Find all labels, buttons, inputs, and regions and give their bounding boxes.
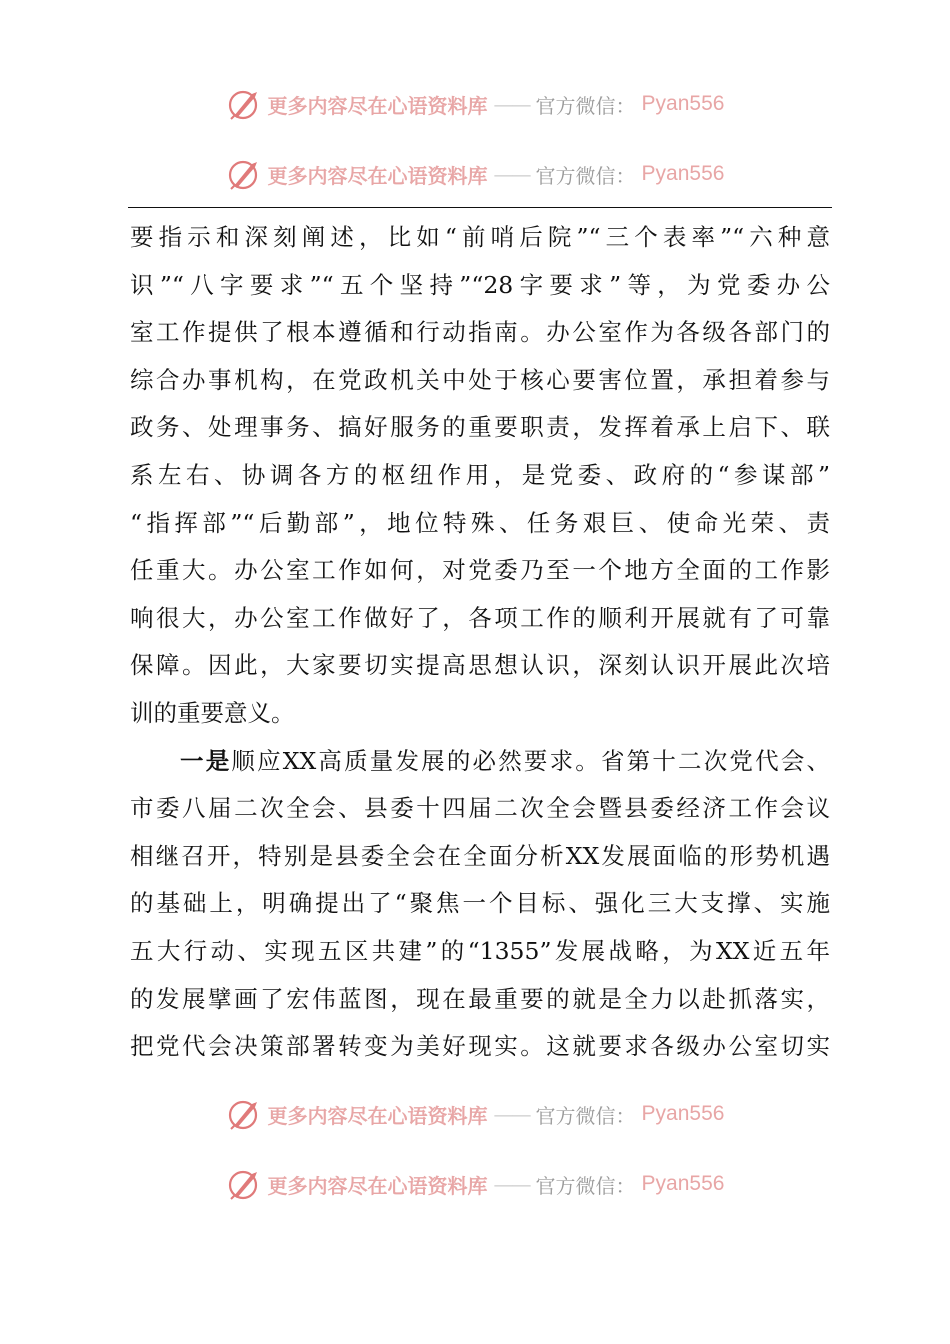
document-body <box>130 214 830 1071</box>
watermark-id: Pyan556 <box>641 92 725 115</box>
watermark-text: 更多内容尽在心语资料库 <box>267 163 488 188</box>
text-line: 市委八届二次全会、县委十四届二次全会暨县委经济工作会议 <box>130 794 830 823</box>
watermark-text: 更多内容尽在心语资料库 <box>267 1103 488 1128</box>
text-line: 相继召开，特别是县委全会在全面分析XX发展面临的形势机遇 <box>130 841 830 870</box>
text-line: 综合办事机构，在党政机关中处于核心要害位置，承担着参与 <box>130 365 830 394</box>
watermark-account: 官方微信： <box>535 1173 636 1198</box>
paragraph-2 <box>130 738 830 1071</box>
text-line: 五大行动、实现五区共建”的“1355”发展战略，为XX近五年 <box>130 936 830 965</box>
text-line: 室工作提供了根本遵循和行动指南。办公室作为各级各部门的 <box>130 318 830 347</box>
paragraph-lead: 一是 <box>180 746 232 775</box>
text-line: 政务、处理事务、搞好服务的重要职责，发挥着承上启下、联 <box>130 413 830 442</box>
paragraph-1 <box>130 214 830 738</box>
watermark-dash: —— <box>493 1172 530 1196</box>
watermark-account: 官方微信： <box>535 1103 636 1128</box>
text-line: 保障。因此，大家要切实提高思想认识，深刻认识开展此次培 <box>130 651 830 680</box>
pen-logo-icon <box>226 156 262 192</box>
pen-logo-icon <box>226 86 262 122</box>
text-line: 系左右、协调各方的枢纽作用，是党委、政府的“参谋部” <box>130 460 830 489</box>
paragraph-first-line: 顺应XX高质量发展的必然要求。省第十二次党代会、 <box>231 746 830 775</box>
watermark-text: 更多内容尽在心语资料库 <box>267 1173 488 1198</box>
pen-logo-icon <box>226 1166 262 1202</box>
text-line <box>130 738 830 786</box>
text-line: 任重大。办公室工作如何，对党委乃至一个地方全面的工作影 <box>130 556 830 585</box>
watermark-banner <box>0 1094 950 1134</box>
watermark-text: 更多内容尽在心语资料库 <box>267 93 488 118</box>
watermark-id: Pyan556 <box>641 1172 725 1195</box>
watermark-account: 官方微信： <box>535 93 636 118</box>
text-line: 把党代会决策部署转变为美好现实。这就要求各级办公室切实 <box>130 1032 830 1061</box>
watermark-banner <box>0 154 950 194</box>
text-line: 要指示和深刻阐述，比如“前哨后院”“三个表率”“六种意 <box>130 223 830 251</box>
text-line: 识”“八字要求”“五个坚持”“28字要求”等，为党委办公 <box>130 270 830 299</box>
header-rule <box>128 207 832 208</box>
watermark-account: 官方微信： <box>535 163 636 188</box>
text-line: 的发展擘画了宏伟蓝图，现在最重要的就是全力以赴抓落实， <box>130 984 830 1013</box>
watermark-banner <box>0 1164 950 1204</box>
text-line: 的基础上，明确提出了“聚焦一个目标、强化三大支撑、实施 <box>130 889 830 918</box>
watermark-banner <box>0 84 950 124</box>
watermark-dash: —— <box>493 92 530 116</box>
text-line: 响很大，办公室工作做好了，各项工作的顺利开展就有了可靠 <box>130 603 830 632</box>
pen-logo-icon <box>226 1096 262 1132</box>
watermark-dash: —— <box>493 162 530 186</box>
watermark-id: Pyan556 <box>641 162 725 185</box>
text-line: “指挥部”“后勤部”，地位特殊、任务艰巨、使命光荣、责 <box>130 508 830 537</box>
watermark-dash: —— <box>493 1102 530 1126</box>
text-line: 训的重要意义。 <box>130 698 295 727</box>
watermark-id: Pyan556 <box>641 1102 725 1125</box>
